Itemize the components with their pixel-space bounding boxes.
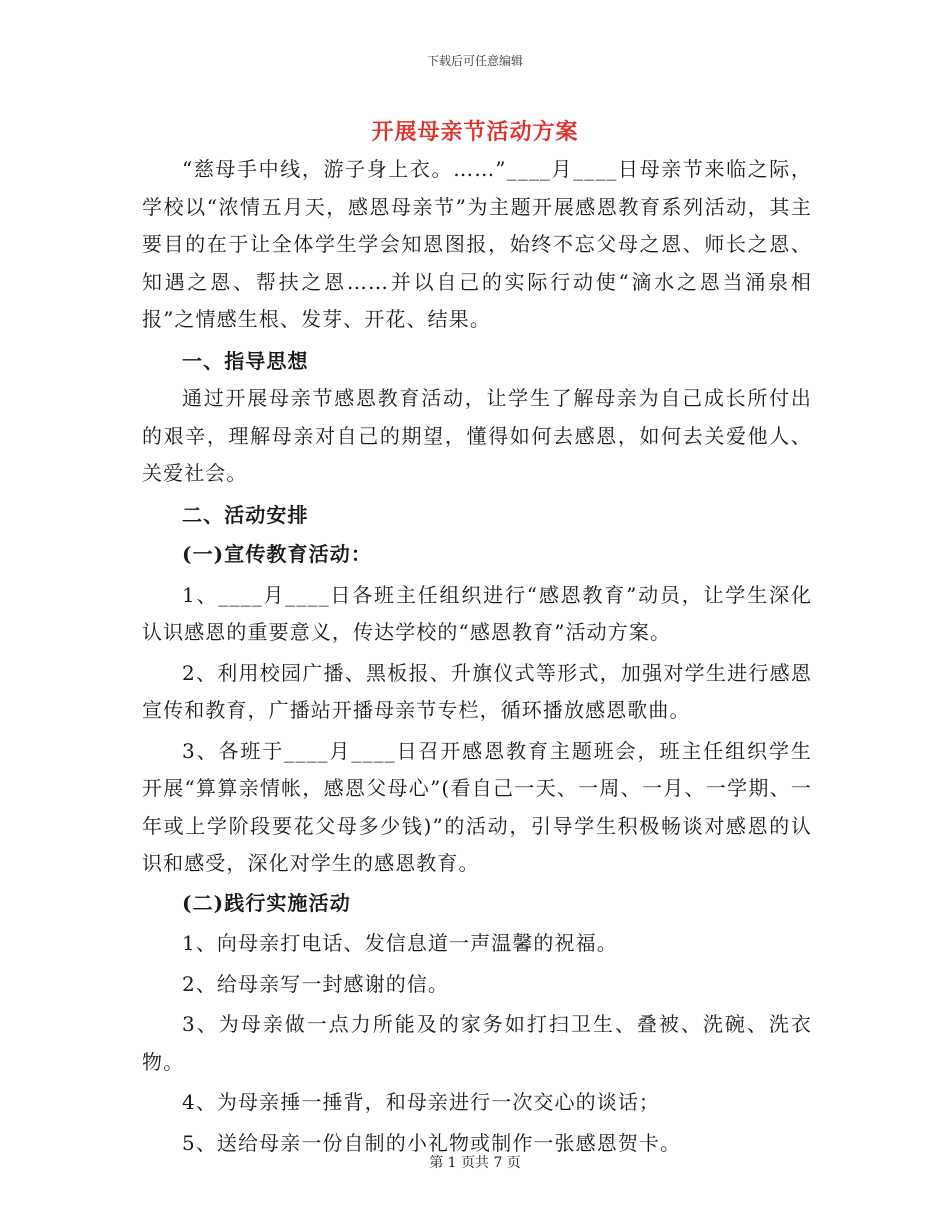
list-item: 2、给母亲写一封感谢的信。 — [182, 971, 450, 996]
section-heading-activity-arrangement: 二、活动安排 — [182, 502, 309, 527]
page-header-note: 下载后可任意编辑 — [426, 54, 523, 68]
document-title: 开展母亲节活动方案 — [371, 119, 579, 145]
section-body-guiding-ideology: 通过开展母亲节感恩教育活动，让学生了解母亲为自己成长所付出的艰辛，理解母亲对自己的期望，懂得如何去感恩，如何去关爱他人、关爱社会。 — [142, 386, 812, 485]
subsection-heading-practice: (二)践行实施活动 — [182, 890, 351, 915]
list-item: 1、____月____日各班主任组织进行“感恩教育”动员，让学生深化认识感恩的重要意义，传达学校的“感恩教育”活动方案。 — [142, 582, 812, 644]
section-heading-guiding-ideology: 一、指导思想 — [182, 348, 309, 373]
document-body — [142, 151, 812, 1162]
intro-paragraph: “慈母手中线，游子身上衣。……”____月____日母亲节来临之际，学校以“浓情五月天，感恩母亲节”为主题开展感恩教育系列活动，其主要目的在于让全体学生学会知恩图报，始终不忘父母之恩、师长之恩、知遇之恩、帮扶之恩……并以自己的实际行动使“滴水之恩当涌泉相报”之情感生根、发芽、开花、结果。 — [142, 157, 812, 331]
page-number-footer: 第 1 页共 7 页 — [429, 1155, 521, 1171]
list-item: 5、送给母亲一份自制的小礼物或制作一张感恩贺卡。 — [182, 1130, 682, 1155]
list-item: 4、为母亲捶一捶背，和母亲进行一次交心的谈话； — [182, 1090, 661, 1114]
subsection-heading-publicity: (一)宣传教育活动： — [182, 542, 372, 566]
list-item: 2、利用校园广播、黑板报、升旗仪式等形式，加强对学生进行感恩宣传和教育，广播站开播母亲节专栏，循环播放感恩歌曲。 — [142, 660, 812, 722]
list-item: 1、向母亲打电话、发信息道一声温馨的祝福。 — [182, 931, 618, 955]
list-item: 3、各班于____月____日召开感恩教育主题班会，班主任组织学生开展“算算亲情帐，感恩父母心”(看自己一天、一周、一月、一学期、一年或上学阶段要花父母多少钱)”的活动，引导学生积极畅谈对感恩的认识和感受，深化对学生的感恩教育。 — [142, 738, 812, 875]
list-item: 3、为母亲做一点力所能及的家务如打扫卫生、叠被、洗碗、洗衣物。 — [142, 1012, 812, 1074]
